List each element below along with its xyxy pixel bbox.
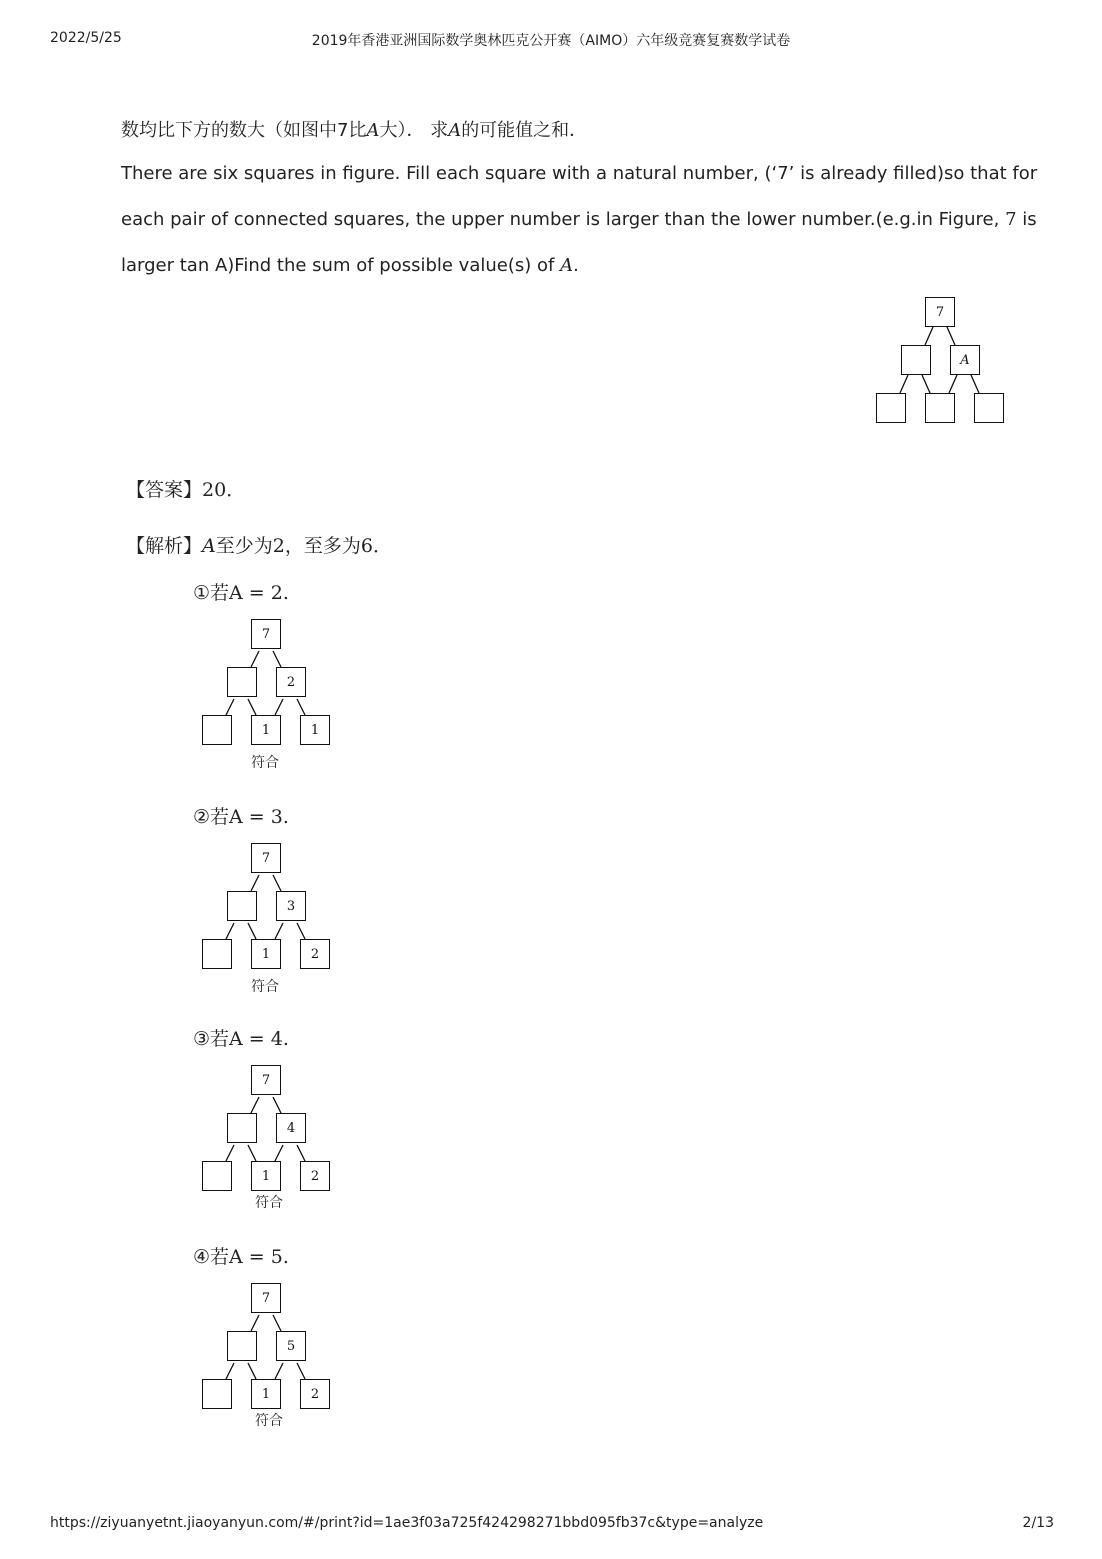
main-box-mid-left bbox=[901, 345, 931, 375]
case-1-equation: A = 2. bbox=[229, 582, 289, 604]
case-1-note: 符合 bbox=[251, 755, 279, 771]
case-4-note: 符合 bbox=[255, 1413, 283, 1429]
case-1-marker: ①若 bbox=[193, 582, 230, 604]
question-cn-line bbox=[121, 116, 587, 142]
question-en-text-b: is bbox=[1016, 209, 1037, 230]
analysis-text-a: 至少为 bbox=[215, 535, 273, 557]
analysis-line bbox=[126, 531, 392, 558]
case-2-note: 符合 bbox=[251, 979, 279, 995]
document-title: 2019年香港亚洲国际数学奥林匹克公开赛（AIMO）六年级竞赛复赛数学试卷 bbox=[311, 33, 791, 49]
case-2-box-bot-left bbox=[202, 939, 232, 969]
answer-label: 【答案】 bbox=[126, 479, 203, 501]
print-date: 2022/5/25 bbox=[50, 30, 122, 46]
case-4-equation: A = 5. bbox=[229, 1246, 289, 1268]
case-1-tree-figure bbox=[199, 617, 339, 787]
case-3-heading bbox=[193, 1024, 289, 1051]
question-en-text-a: each pair of connected squares, the upper number is larger than the lower number.(e.g.in Figure, bbox=[121, 209, 1006, 230]
case-1-box-bot-left bbox=[202, 715, 232, 745]
question-cn-var: A bbox=[366, 120, 380, 141]
main-box-bot-right bbox=[974, 393, 1004, 423]
case-4-box-bot-mid: 1 bbox=[251, 1379, 281, 1409]
main-box-top: 7 bbox=[925, 297, 955, 327]
case-1-heading bbox=[193, 578, 289, 605]
page-number: 2/13 bbox=[1022, 1515, 1054, 1531]
case-4-marker: ④若 bbox=[193, 1246, 230, 1268]
case-4-tree-figure bbox=[199, 1281, 339, 1451]
case-2-box-bot-mid: 1 bbox=[251, 939, 281, 969]
case-3-box-mid-right: 4 bbox=[276, 1113, 306, 1143]
page-url: https://ziyuanyetnt.jiaoyanyun.com/#/print?id=1ae3f03a725f424298271bbd095fb37c&type=analyze bbox=[50, 1515, 764, 1531]
question-en-line-2 bbox=[121, 209, 1037, 230]
case-3-equation: A = 4. bbox=[229, 1028, 289, 1050]
analysis-num-a: 2 bbox=[272, 535, 285, 557]
main-box-mid-right: A bbox=[950, 345, 980, 375]
question-en-var: A bbox=[560, 255, 574, 276]
case-3-box-bot-left bbox=[202, 1161, 232, 1191]
case-1-box-bot-right: 1 bbox=[300, 715, 330, 745]
case-4-heading bbox=[193, 1242, 289, 1269]
case-4-box-bot-right: 2 bbox=[300, 1379, 330, 1409]
question-en-num: 7 bbox=[1005, 209, 1017, 230]
case-1-box-top: 7 bbox=[251, 619, 281, 649]
case-2-marker: ②若 bbox=[193, 806, 230, 828]
question-en-line-1: There are six squares in figure. Fill each square with a natural number, (‘7’ is already filled)so that for bbox=[121, 163, 1038, 184]
case-3-tree-figure bbox=[199, 1063, 339, 1233]
case-3-box-bot-mid: 1 bbox=[251, 1161, 281, 1191]
answer-value: 20． bbox=[202, 479, 246, 501]
analysis-text-b: ，至多为 bbox=[284, 535, 361, 557]
question-en-text-c: larger tan A)Find the sum of possible value(s) of bbox=[121, 255, 561, 276]
case-1-box-mid-left bbox=[227, 667, 257, 697]
case-3-note: 符合 bbox=[255, 1195, 283, 1211]
case-4-box-top: 7 bbox=[251, 1283, 281, 1313]
question-cn-text-a: 数均比下方的数大（如图中7比 bbox=[121, 120, 367, 141]
case-3-box-mid-left bbox=[227, 1113, 257, 1143]
case-2-equation: A = 3. bbox=[229, 806, 289, 828]
case-4-box-bot-left bbox=[202, 1379, 232, 1409]
analysis-label: 【解析】 bbox=[126, 535, 203, 557]
question-cn-text-c: 的可能值之和． bbox=[461, 120, 588, 141]
case-1-box-mid-right: 2 bbox=[276, 667, 306, 697]
question-en-text-d: . bbox=[573, 255, 579, 276]
case-2-heading bbox=[193, 802, 289, 829]
case-2-tree-figure bbox=[199, 841, 339, 1011]
case-2-box-bot-right: 2 bbox=[300, 939, 330, 969]
question-cn-var2: A bbox=[448, 120, 462, 141]
analysis-num-b: 6． bbox=[360, 535, 392, 557]
main-tree-figure bbox=[873, 295, 1013, 465]
case-3-box-bot-right: 2 bbox=[300, 1161, 330, 1191]
answer-line bbox=[126, 475, 245, 502]
case-2-box-mid-right: 3 bbox=[276, 891, 306, 921]
case-3-box-top: 7 bbox=[251, 1065, 281, 1095]
case-4-box-mid-right: 5 bbox=[276, 1331, 306, 1361]
analysis-var: A bbox=[202, 535, 216, 557]
case-1-box-bot-mid: 1 bbox=[251, 715, 281, 745]
main-box-bot-left bbox=[876, 393, 906, 423]
case-3-marker: ③若 bbox=[193, 1028, 230, 1050]
case-4-box-mid-left bbox=[227, 1331, 257, 1361]
main-box-bot-mid bbox=[925, 393, 955, 423]
case-2-box-top: 7 bbox=[251, 843, 281, 873]
question-en-line-3 bbox=[121, 255, 579, 276]
case-2-box-mid-left bbox=[227, 891, 257, 921]
question-cn-text-b: 大）． 求 bbox=[379, 120, 449, 141]
